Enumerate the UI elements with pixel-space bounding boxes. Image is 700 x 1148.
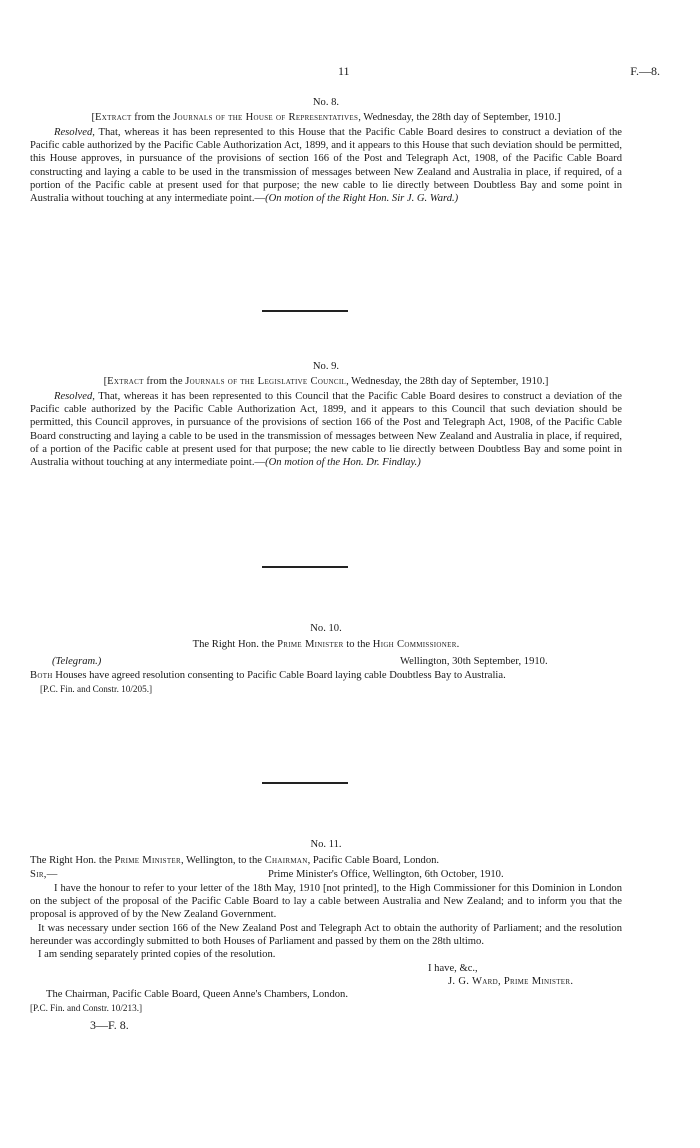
section-divider [262,566,348,568]
bracket: [ [91,112,96,124]
resolution-text [30,390,622,470]
section-divider [262,310,348,312]
extract-from: from the [131,112,174,124]
section-number: No. 9. [312,361,340,372]
section-number: No. 11. [310,839,342,850]
both-word: Both [30,669,53,681]
bracket: [ [103,376,108,388]
heading-pre: The Right Hon. the [30,855,115,867]
extract-heading [30,375,622,388]
telegram-heading [30,638,622,651]
extract-date: , Wednesday, the 28th day of September, 1910.] [346,376,549,388]
resolution-body: , That, whereas it has been represented to this House that the Pacific Cable Board desires to construct a deviation of the Pacific cable authorized by the Pacific Cable Authorization Act, 1899, and it appears to this House that such deviation should be permitted, this House approves, in pursuance of the provisions of section 166 of the Post and Telegraph Act, 1908, of the Pacific Cable Board constructing and laying a cable to be used in the transmission of messages between New Zealand and Australia in place, if required, of a portion of the Pacific cable at present used for that purpose; the new cable to lie directly between Doubtless Bay and some point in Australia without touching at any intermediate point.— [30,126,622,205]
signature-mark: 3—F. 8. [90,1018,129,1033]
letter-close: I have, &c., [428,962,478,974]
extract-label: Extract [95,112,132,124]
journal-name: Journals of the House of Representatives [173,112,359,124]
heading-mid: to the [343,639,373,651]
file-reference: [P.C. Fin. and Constr. 10/213.] [30,1002,143,1013]
extract-heading [30,111,622,124]
section-no-10 [30,622,622,696]
letter-addressee: The Chairman, Pacific Cable Board, Queen Anne's Chambers, London. [46,989,348,1001]
letter-heading [30,854,622,867]
signatory: J. G. Ward, Prime Minister. [448,976,574,988]
letter-signature [448,975,622,988]
extract-from: from the [143,376,186,388]
letter-paragraph: It was necessary under section 166 of the New Zealand Post and Telegraph Act to obtain the authority of Parliament; and the resolution hereunder was accordingly submitted to both Houses of Parliament and passed by them on the 28th ultimo. [30,922,622,948]
extract-date: , Wednesday, the 28th day of September, 1910.] [358,112,561,124]
letter-paragraph: I am sending separately printed copies of the resolution. [38,949,276,961]
recipient-title: Chairman [264,855,308,867]
motion-attribution: (On motion of the Hon. Dr. Findlay.) [265,457,421,469]
document-reference: F.—8. [630,64,660,78]
journal-name: Journals of the Legislative Council [185,376,347,388]
section-number: No. 10. [310,623,342,634]
letter-dateline: Prime Minister's Office, Wellington, 6th October, 1910. [268,868,504,880]
page-number: 11 [338,64,350,78]
file-reference: [P.C. Fin. and Constr. 10/205.] [40,684,153,695]
salutation: Sir,— [30,868,58,880]
resolved-word: Resolved [54,390,93,402]
section-no-8 [30,96,622,206]
recipient-title: High Commissioner [372,639,457,651]
heading-pre: The Right Hon. the [192,639,278,651]
heading-end: , Pacific Cable Board, London. [307,855,440,867]
sender-title: Prime Minister [277,639,344,651]
resolved-word: Resolved [54,126,93,138]
telegram-line [30,655,622,669]
section-divider [262,782,348,784]
telegram-dateline: Wellington, 30th September, 1910. [400,655,548,667]
resolution-text [30,126,622,206]
salutation-line [30,868,622,882]
heading-mid: , Wellington, to the [180,855,265,867]
section-number: No. 8. [312,97,340,108]
section-no-9 [30,360,622,470]
sender-title: Prime Minister [114,855,181,867]
resolution-body: , That, whereas it has been represented to this Council that the Pacific Cable Board desires to construct a deviation of the Pacific cable authorized by the Pacific Cable Authorization Act, 1899, and it appears to this Council that such deviation should be permitted, this Council approves, in pursuance of the provisions of section 166 of the Post and Telegraph Act, 1908, of the Pacific Cable Board constructing and laying a cable to be used in the transmission of messages between New Zealand and Australia in place, if required, of a portion of the Pacific cable at present used for that purpose; the new cable to lie directly between Doubtless Bay and some point in Australia without touching at any intermediate point.— [30,390,622,469]
extract-label: Extract [107,376,144,388]
telegram-body [30,669,610,682]
heading-end: . [456,639,460,651]
letter-paragraph: I have the honour to refer to your letter of the 18th May, 1910 [not printed], to the High Commissioner for this Dominion in London on the subject of the proposal of the Pacific Cable Board to lay a cable between Australia and New Zealand; and to inform you that the proposal is approved of by the New Zealand Government. [30,882,622,921]
motion-attribution: (On motion of the Right Hon. Sir J. G. Ward.) [265,193,459,205]
section-no-11 [30,838,622,1033]
telegram-text: Houses have agreed resolution consenting to Pacific Cable Board laying cable Doubtless Bay to Australia. [52,669,506,681]
telegram-label: (Telegram.) [52,655,102,667]
